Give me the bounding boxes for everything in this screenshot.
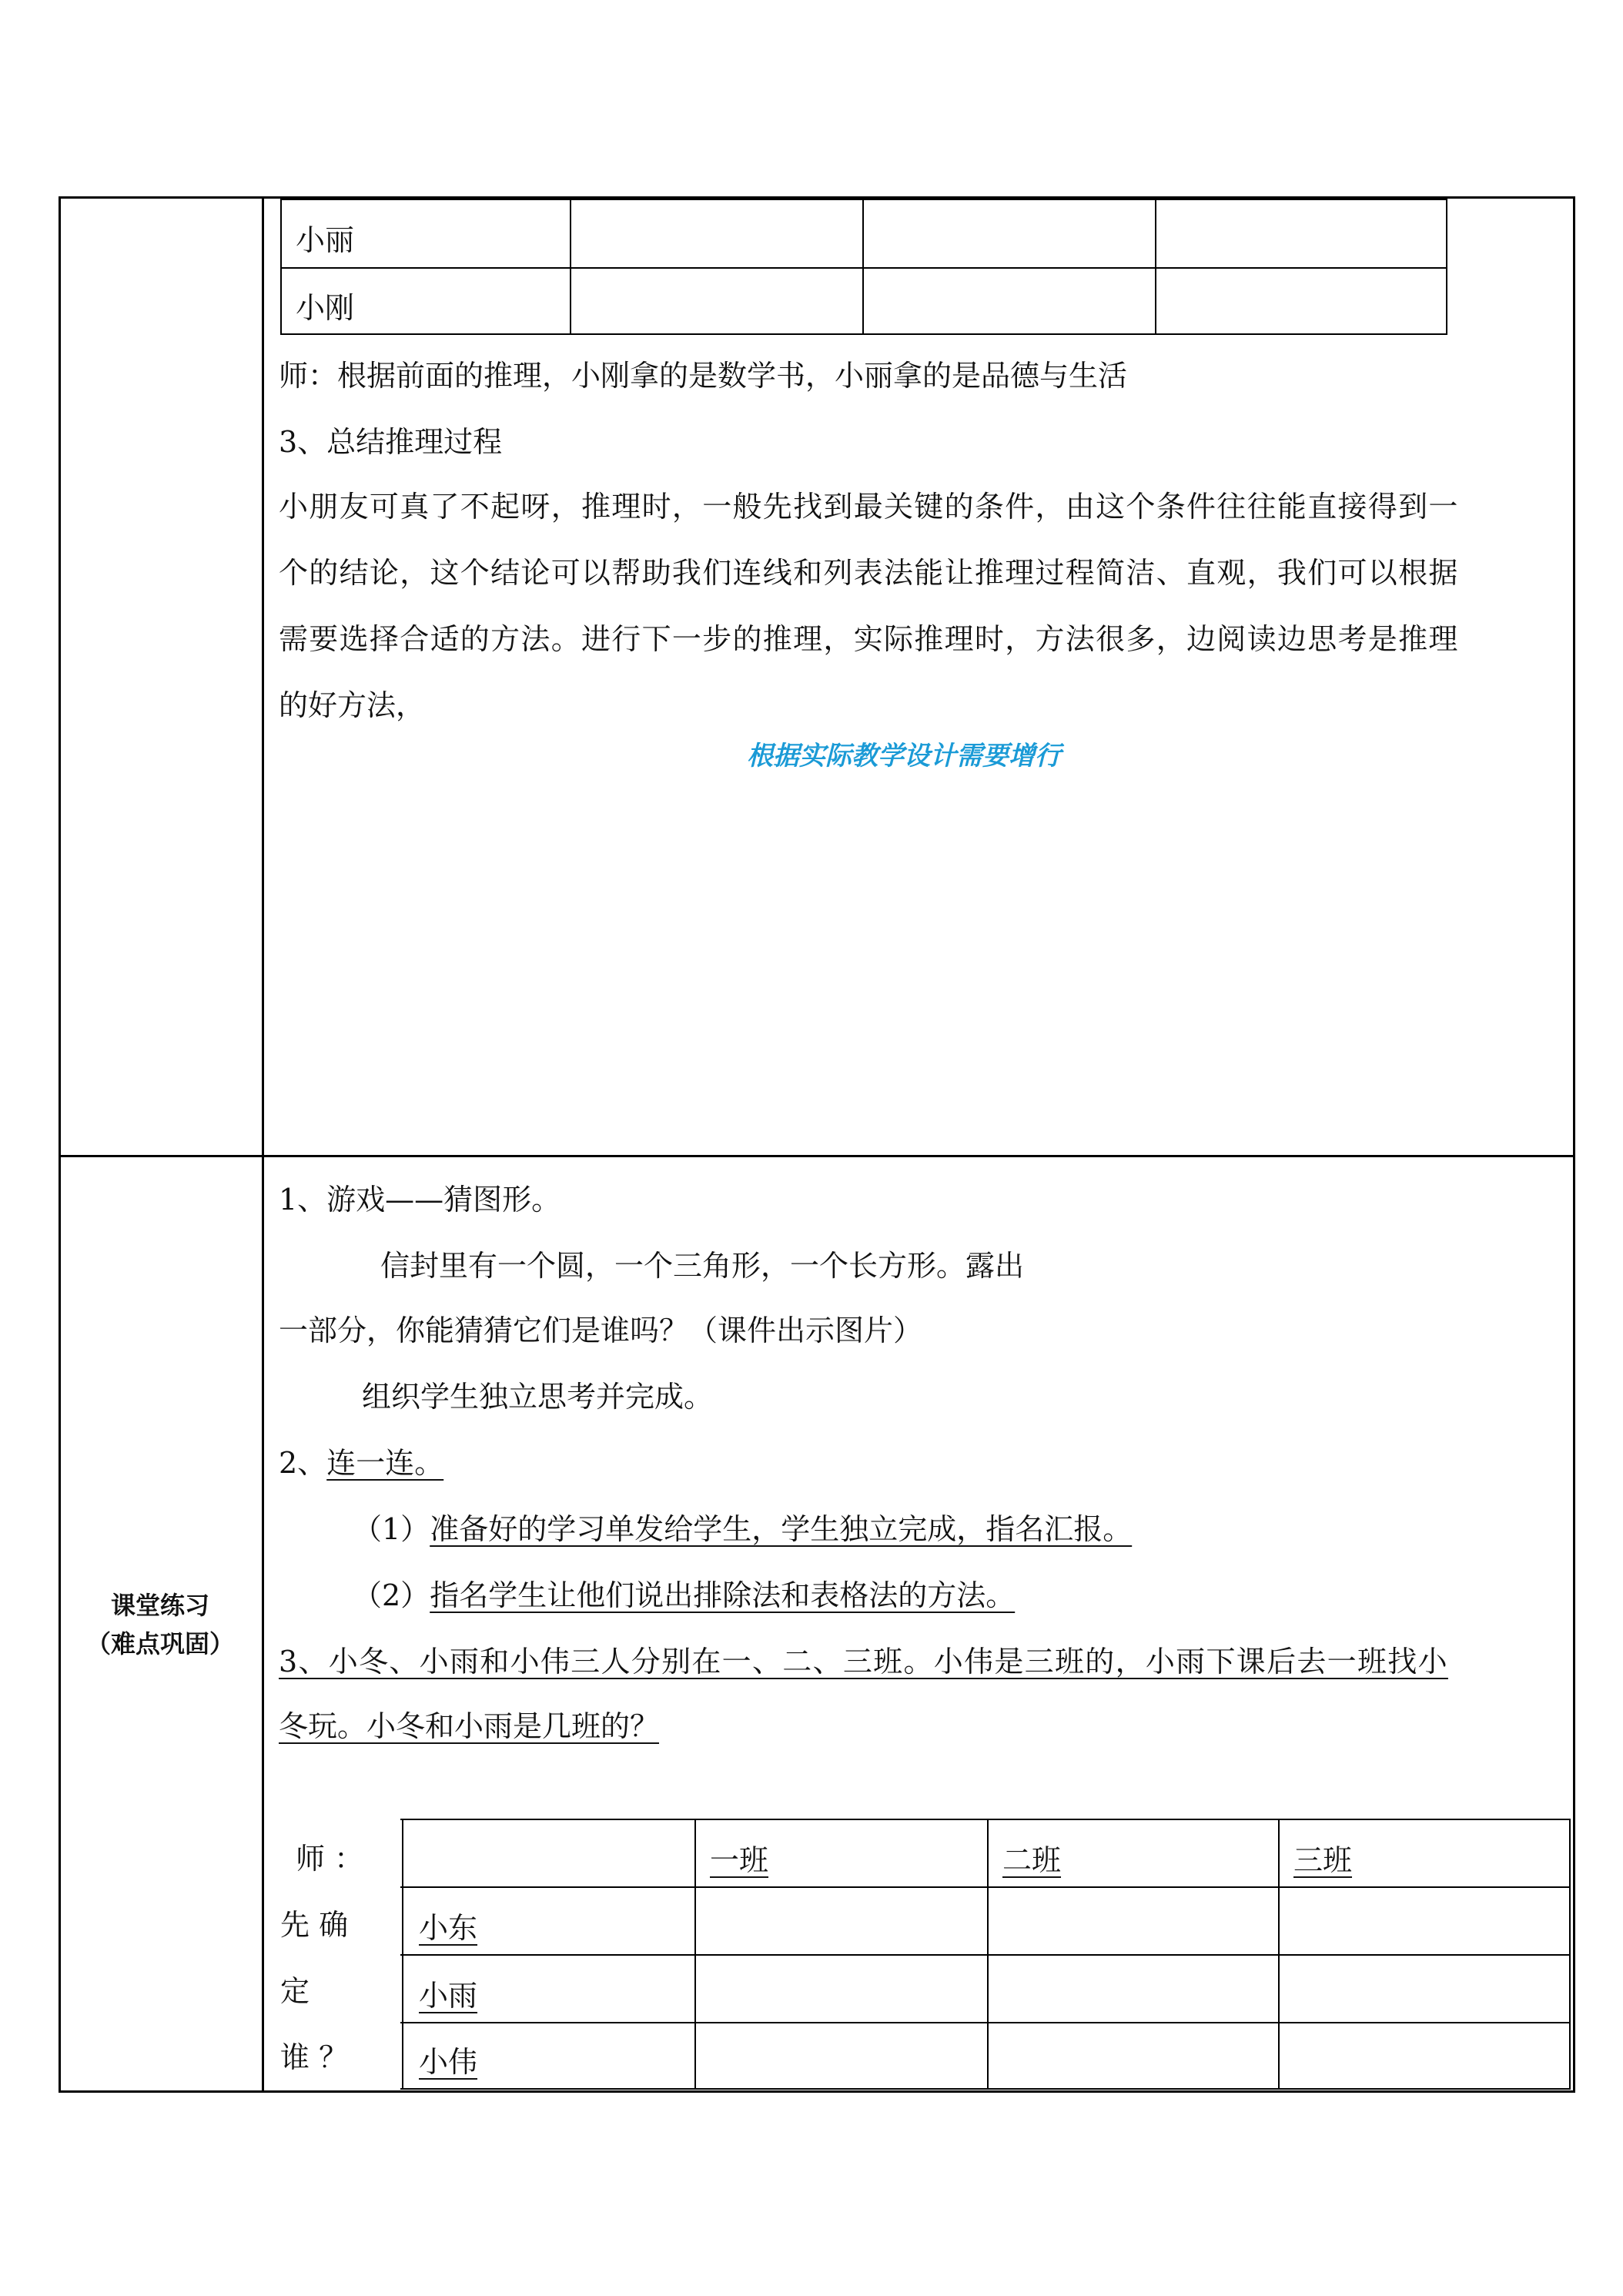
summary-paragraph-line: 小朋友可真了不起呀，推理时，一般先找到最关键的条件，由这个条件往往能直接得到一 bbox=[279, 490, 1459, 524]
summary-paragraph-line: 个的结论，这个结论可以帮助我们连线和列表法能让推理过程简洁、直观，我们可以根据 bbox=[279, 556, 1459, 590]
exercise-1-line: 组织学生独立思考并完成。 bbox=[362, 1380, 714, 1414]
class-table-line bbox=[694, 1819, 696, 2090]
top-table-line bbox=[862, 199, 864, 335]
class-table-line bbox=[1278, 1819, 1280, 2090]
top-table-line bbox=[280, 199, 1447, 200]
summary-heading: 3、总结推理过程 bbox=[279, 425, 503, 459]
class-table-line bbox=[400, 2088, 1571, 2090]
class-table-line bbox=[400, 1954, 1571, 1956]
teacher-side-note: 谁 ？ bbox=[280, 2040, 349, 2074]
outer-right-border bbox=[1573, 197, 1575, 2093]
exercise-2-title bbox=[279, 1446, 443, 1480]
top-table-line bbox=[1155, 199, 1156, 335]
section-divider bbox=[59, 1155, 1575, 1157]
exercise-1-line: 信封里有一个圆，一个三角形，一个长方形。露出 bbox=[380, 1249, 1025, 1283]
teacher-side-note: 先 确 bbox=[280, 1908, 349, 1942]
class-header: 一班 bbox=[710, 1843, 769, 1877]
class-table-line bbox=[1569, 1819, 1571, 2090]
summary-paragraph-line: 的好方法， bbox=[279, 688, 426, 722]
label-column-divider bbox=[262, 197, 264, 2093]
section-label-line1: 课堂练习 bbox=[110, 1591, 209, 1620]
exercise-1-title: 1、游戏——猜图形。 bbox=[279, 1183, 561, 1217]
exercise-1-line: 一部分，你能猜猜它们是谁吗？（课件出示图片） bbox=[279, 1314, 923, 1347]
exercise-2-sub1 bbox=[353, 1512, 1132, 1546]
class-table-line bbox=[400, 2022, 1571, 2023]
top-table-row-name: 小刚 bbox=[296, 291, 355, 325]
add-rows-note: 根据实际教学设计需要增行 bbox=[747, 741, 1061, 771]
top-table-row-name: 小丽 bbox=[296, 223, 355, 257]
exercise-3-line: 冬玩。小冬和小雨是几班的？ bbox=[279, 1709, 660, 1743]
exercise-2-sub2 bbox=[353, 1578, 1015, 1612]
exercise-2-text: 连一连。 bbox=[326, 1446, 444, 1480]
class-table-line bbox=[402, 1819, 403, 2090]
outer-left-border bbox=[59, 197, 61, 2093]
exercise-3-line: 3、小冬、小雨和小伟三人分别在一、二、三班。小伟是三班的，小雨下课后去一班找小 bbox=[279, 1645, 1448, 1678]
class-row-name: 小伟 bbox=[419, 2045, 478, 2079]
class-header: 三班 bbox=[1293, 1843, 1353, 1877]
class-header: 二班 bbox=[1002, 1843, 1062, 1877]
class-table-line bbox=[400, 1886, 1571, 1888]
exercise-2-sub1-text: 准备好的学习单发给学生，学生独立完成，指名汇报。 bbox=[430, 1512, 1133, 1546]
top-table-line bbox=[1446, 199, 1447, 335]
top-table-line bbox=[280, 333, 1447, 335]
class-row-name: 小雨 bbox=[419, 1979, 478, 2013]
class-table-line bbox=[400, 1819, 1571, 1820]
top-table-line bbox=[280, 199, 282, 335]
class-table-line bbox=[987, 1819, 989, 2090]
class-row-name: 小东 bbox=[419, 1911, 478, 1945]
teacher-side-note: 师 ： bbox=[296, 1842, 364, 1876]
section-label-line2: （难点巩固） bbox=[85, 1629, 234, 1658]
exercise-2-sub2-prefix: （2） bbox=[353, 1578, 430, 1612]
exercise-2-sub2-text: 指名学生让他们说出排除法和表格法的方法。 bbox=[430, 1578, 1016, 1612]
exercise-2-prefix: 2、 bbox=[279, 1446, 327, 1480]
summary-paragraph-line: 需要选择合适的方法。进行下一步的推理，实际推理时，方法很多，边阅读边思考是推理 bbox=[279, 622, 1459, 656]
outer-bottom-border bbox=[59, 2090, 1575, 2093]
teacher-side-note: 定 bbox=[280, 1974, 310, 2008]
top-table-line bbox=[280, 267, 1447, 269]
top-table-line bbox=[570, 199, 571, 335]
teacher-conclusion: 师：根据前面的推理，小刚拿的是数学书，小丽拿的是品德与生活 bbox=[279, 359, 1128, 393]
exercise-2-sub1-prefix: （1） bbox=[353, 1512, 430, 1546]
